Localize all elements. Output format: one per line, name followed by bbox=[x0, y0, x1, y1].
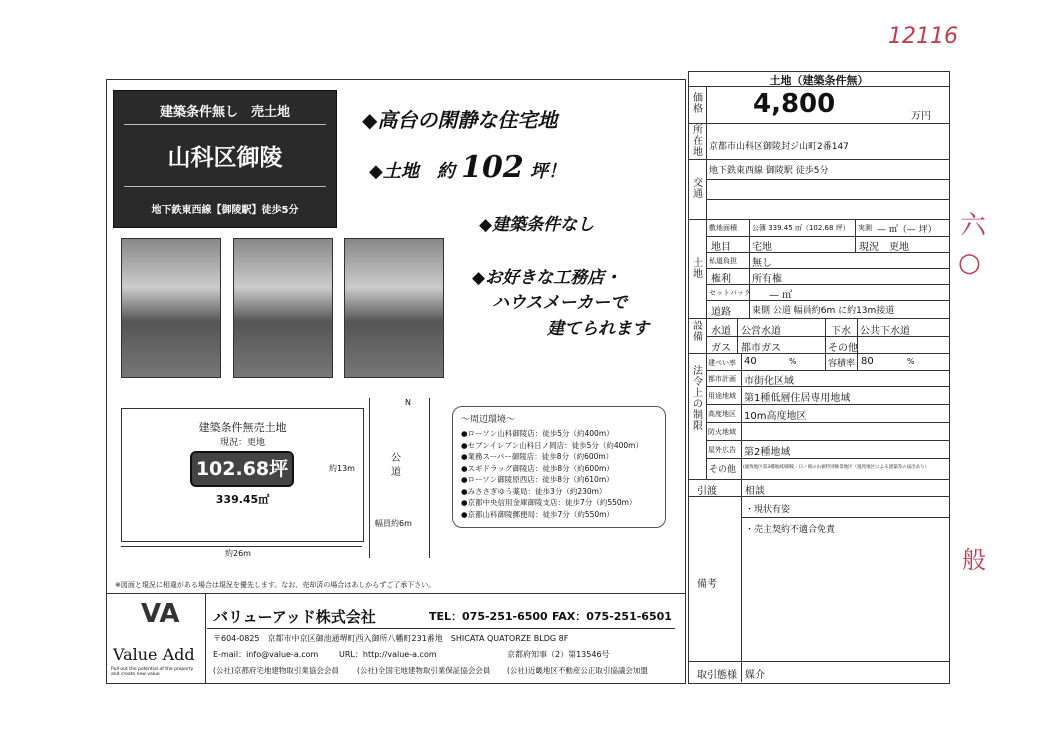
title-banner bbox=[113, 90, 337, 228]
headline-2-text: ◆土地 約 bbox=[369, 161, 455, 182]
plot-title: 建築条件無売土地 bbox=[198, 421, 287, 434]
remarks-line-1: ・現状有姿 bbox=[745, 505, 791, 515]
company-address: 〒604-0825 京都市中京区御池通堺町西入御所八幡町231番地 SHICATA QUATORZE BLDG 8F bbox=[213, 634, 569, 643]
law-label: 法令上の制限 bbox=[693, 366, 703, 432]
list-item: ●スギドラッグ御陵店：徒歩8分（約600m） bbox=[461, 463, 614, 473]
sewer-value: 公共下水道 bbox=[860, 326, 910, 337]
nearby-box bbox=[452, 406, 666, 528]
company-logo-sub: Pull out the potential of the property and create new value bbox=[111, 667, 194, 677]
company-assoc-2: (公社)全国宅地建物取引業保証協会会員 bbox=[357, 666, 491, 675]
ad-value: 第2種地域 bbox=[744, 447, 791, 458]
gas-label: ガス bbox=[711, 343, 731, 354]
nearby-title: ～周辺環境～ bbox=[461, 415, 516, 425]
company-name: バリューアッド株式会社 bbox=[213, 608, 376, 626]
company-license: 京都府知事（2）第13546号 bbox=[507, 650, 610, 659]
spec-header: 土地（建築条件無） bbox=[689, 72, 949, 87]
list-item: ●京都山科御陵郵便局：徒歩7分（約550m） bbox=[461, 509, 614, 519]
headline-2-number: 102 bbox=[461, 150, 524, 185]
plot-diagram bbox=[121, 408, 364, 542]
water-value: 公営水道 bbox=[741, 326, 781, 337]
company-logo: VA bbox=[141, 599, 180, 629]
plot-dim-right: 約13m bbox=[329, 464, 355, 473]
zone-label: 用途地域 bbox=[708, 392, 736, 400]
far-value: 80 bbox=[861, 356, 874, 367]
bcr-unit: % bbox=[789, 357, 797, 366]
company-email[interactable]: E-mail：info@value-a.com bbox=[213, 650, 319, 659]
spec-table bbox=[688, 71, 950, 684]
location-row bbox=[689, 124, 949, 160]
land-label: 土地 bbox=[693, 258, 703, 280]
road-value: 東側 公道 幅員約6m に約13m接道 bbox=[752, 306, 895, 316]
banner-line2: 山科区御陵 bbox=[167, 145, 283, 171]
road-label-cell: 道路 bbox=[711, 307, 731, 318]
traffic-row bbox=[689, 160, 949, 220]
remarks-label: 備考 bbox=[697, 579, 717, 590]
height-value: 10m高度地区 bbox=[744, 411, 807, 422]
rights-label: 権利 bbox=[711, 274, 731, 285]
price-unit: 万円 bbox=[911, 111, 931, 122]
road-width: 幅員約6m bbox=[375, 519, 412, 528]
far-label: 容積率 bbox=[828, 359, 856, 369]
remarks-line-2: ・売主契約不適合免責 bbox=[745, 525, 836, 535]
handwritten-number: 12116 bbox=[888, 24, 958, 49]
company-logo-text: Value Add bbox=[113, 645, 195, 664]
law-other-value: (風致地区第3種地域/御陵・日ノ岡の山裾特別修景地区（風致地区による建築等の届出あり） bbox=[743, 465, 930, 470]
headline-6: 建てられます bbox=[547, 319, 649, 339]
bcr-value: 40 bbox=[744, 356, 757, 367]
list-item: ●ローソン御陵原西店：徒歩8分（約610m） bbox=[461, 475, 614, 484]
facility-section bbox=[689, 319, 949, 354]
company-logo-block bbox=[107, 593, 206, 683]
area-actual: — ㎡（— 坪） bbox=[877, 225, 937, 235]
company-assoc-3: (公社)近畿地区不動産公正取引協議会加盟 bbox=[507, 666, 648, 675]
gas-value: 都市ガス bbox=[741, 343, 781, 354]
location-value: 京都市山科区御陵封ジ山町2番147 bbox=[709, 142, 849, 152]
traffic-label: 交通 bbox=[693, 178, 703, 200]
price-label: 価格 bbox=[693, 93, 703, 115]
headline-3: ◆建築条件なし bbox=[479, 215, 595, 235]
company-fax: FAX：075-251-6501 bbox=[552, 610, 672, 623]
area-label: 敷地面積 bbox=[709, 224, 737, 232]
facility-label: 設備 bbox=[693, 321, 703, 343]
zone-value: 第1種低層住居専用地域 bbox=[744, 393, 851, 404]
height-label: 高度地区 bbox=[708, 410, 736, 418]
list-item: ●セブンイレブン山科日ノ岡店：徒歩5分（約400m） bbox=[461, 440, 643, 450]
setback-label: セットバック bbox=[709, 289, 751, 297]
private-road-value: 無し bbox=[752, 258, 772, 269]
handwritten-mark-2: ○ bbox=[958, 248, 981, 278]
list-item: ●業務スーパー御陵店：徒歩8分（約600m） bbox=[461, 452, 614, 461]
plan-label: 都市計画 bbox=[708, 375, 736, 383]
land-section bbox=[689, 220, 949, 319]
area-actual-label: 実測 bbox=[858, 224, 872, 232]
location-label: 所在地 bbox=[693, 125, 703, 158]
fire-label: 防火地域 bbox=[708, 428, 736, 436]
headline-1: ◆高台の閑静な住宅地 bbox=[362, 108, 558, 132]
sewer-label: 下水 bbox=[831, 326, 851, 337]
bcr-label: 建ぺい率 bbox=[708, 359, 736, 367]
far-unit: % bbox=[907, 357, 915, 366]
handwritten-mark-3: 般 bbox=[962, 546, 986, 574]
setback-value: — ㎡ bbox=[769, 290, 793, 301]
headline-2-unit: 坪！ bbox=[530, 161, 567, 182]
chimoku-value: 宅地 bbox=[752, 242, 772, 253]
site-photo-2 bbox=[233, 238, 333, 378]
plot-dim-bottom: 約26m bbox=[225, 549, 251, 558]
headline-4: ◆お好きな工務店・ bbox=[472, 268, 622, 288]
site-photo-3 bbox=[344, 238, 444, 378]
other-label: その他 bbox=[828, 343, 858, 354]
plot-tsubo-badge: 102.68坪 bbox=[190, 451, 294, 487]
deal-row bbox=[689, 662, 949, 682]
company-assoc-1: (公社)京都府宅地建物取引業協会会員 bbox=[213, 666, 339, 675]
chimoku-label: 地目 bbox=[711, 242, 731, 253]
list-item: ●京都中央信用金庫御陵支店：徒歩7分（約550m） bbox=[461, 498, 637, 507]
road-label: 公道 bbox=[391, 453, 401, 478]
list-item: ●みささぎゆう薬局：徒歩3分（約230m） bbox=[461, 486, 607, 496]
plot-status: 現況：更地 bbox=[219, 438, 265, 448]
price-row bbox=[689, 87, 949, 124]
dim-line-bottom bbox=[121, 546, 362, 547]
banner-line3: 地下鉄東西線【御陵駅】徒歩5分 bbox=[151, 205, 299, 216]
delivery-label: 引渡 bbox=[697, 486, 717, 497]
private-road-label: 私道負担 bbox=[709, 257, 737, 265]
deal-value: 媒介 bbox=[745, 670, 765, 681]
price-value: 4,800 bbox=[753, 89, 836, 119]
ad-label: 屋外広告 bbox=[708, 446, 736, 454]
water-label: 水道 bbox=[711, 326, 731, 337]
genkyo-value: 更地 bbox=[889, 242, 909, 253]
area-public: 公簿 339.45 ㎡（102.68 坪） bbox=[752, 224, 850, 232]
company-tel: TEL：075-251-6500 bbox=[429, 610, 548, 623]
road-line-right bbox=[429, 398, 430, 558]
handwritten-mark-1: 六 bbox=[960, 211, 987, 241]
disclaimer-note: ※図面と現況に相違がある場合は現況を優先します。なお、売却済の場合はあしからずご了承下さい。 bbox=[115, 581, 436, 589]
banner-divider bbox=[124, 124, 326, 125]
rights-value: 所有権 bbox=[752, 274, 782, 285]
headline-2 bbox=[369, 150, 566, 185]
traffic-value: 地下鉄東西線 御陵駅 徒歩5分 bbox=[709, 166, 829, 176]
north-arrow-icon: N bbox=[405, 398, 411, 407]
nearby-list bbox=[461, 428, 643, 520]
genkyo-label: 現況 bbox=[859, 242, 879, 253]
site-photo-1 bbox=[121, 238, 221, 378]
company-url[interactable]: URL：http://value-a.com bbox=[339, 650, 437, 659]
plot-area: 339.45㎡ bbox=[215, 493, 270, 506]
delivery-row bbox=[689, 480, 949, 497]
flyer-main bbox=[106, 79, 686, 684]
plan-value: 市街化区域 bbox=[744, 376, 794, 387]
company-underline bbox=[207, 628, 675, 629]
remarks-section bbox=[689, 497, 949, 662]
deal-label: 取引態様 bbox=[697, 670, 737, 681]
banner-line1: 建築条件無し 売土地 bbox=[159, 105, 290, 120]
banner-divider-2 bbox=[124, 186, 326, 187]
list-item: ●ローソン山科御陵店：徒歩5分（約400m） bbox=[461, 429, 614, 438]
law-other-label: その他 bbox=[709, 465, 737, 475]
law-section bbox=[689, 354, 949, 480]
delivery-value: 相談 bbox=[745, 486, 765, 497]
headline-5: ハウスメーカーで bbox=[492, 293, 628, 313]
road-line-left bbox=[369, 398, 370, 558]
